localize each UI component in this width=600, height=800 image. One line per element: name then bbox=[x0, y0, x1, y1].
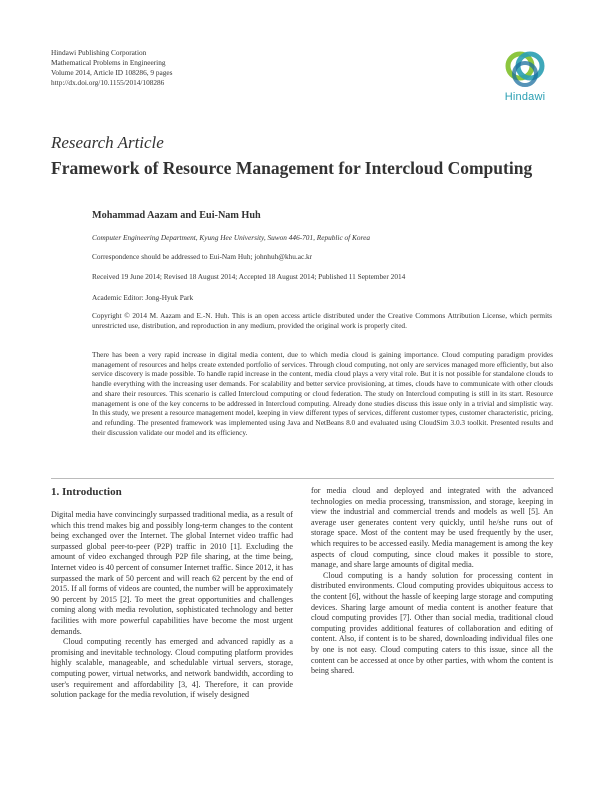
right-column bbox=[311, 486, 553, 677]
section-heading: 1. Introduction bbox=[51, 486, 122, 498]
affiliation: Computer Engineering Department, Kyung Hee University, Suwon 446-701, Republic of Korea bbox=[92, 233, 370, 242]
hindawi-logo bbox=[497, 47, 553, 107]
academic-editor: Academic Editor: Jong-Hyuk Park bbox=[92, 293, 194, 302]
paragraph: Digital media have convincingly surpassed traditional media, as a result of which this trend makes big and possibly long-term changes to the content being exchanged over the Internet. The global Internet video traffic had surpassed global peer-to-peer (P2P) traffic in 2010 [1]. Excluding the amount of video exchanged through P2P file sharing, at the time being, Internet video is 40 percent of consumer Internet traffic. Since 2012, it has surpassed the mark of 50 percent and will reach 62 percent by the end of 2015. If all forms of videos are counted, the number will be approximately 90 percent by 2015 [2]. To meet the great opportunities and challenges coming along with media revolution, sophisticated technology and better facilities with more powerful capabilities have become the most urgent demands. bbox=[51, 510, 293, 636]
paragraph: Cloud computing recently has emerged and advanced rapidly as a promising and inevitable technology. Cloud computing platform provides highly scalable, manageable, and schedulable virtual servers, storage, computing power, virtual networks, and network bandwidth, according to user's requirement and affordability [3, 4]. Therefore, it can provide solution package for the media revolution, if wisely designed bbox=[51, 637, 293, 700]
copyright-notice: Copyright © 2014 M. Aazam and E.-N. Huh. This is an open access article distributed under the Creative Commons Attribution License, which permits unrestricted use, distribution, and reproduction in any medium, provided the original work is properly cited. bbox=[92, 311, 552, 330]
publisher-name: Hindawi Publishing Corporation bbox=[51, 48, 147, 57]
paragraph: Cloud computing is a handy solution for processing content in distributed environments. Cloud computing provides ubiquitous access to the content [6], without the hassle of keeping large storage and computing devices. Sharing large amount of media content is another feature that cloud computing provides [7]. Other than social media, traditional cloud computing provides additional features of collaboration and editing of content. Also, if content is to be shared, downloading individual files one by one is not easy. Cloud computing caters to this issue, since all the content can be accessed at once by other parties, with whom the content is being shared. bbox=[311, 570, 553, 676]
logo-wordmark: Hindawi bbox=[504, 91, 546, 103]
authors: Mohammad Aazam and Eui-Nam Huh bbox=[92, 210, 261, 221]
hindawi-logo-icon bbox=[497, 47, 553, 91]
left-column bbox=[51, 486, 293, 701]
paragraph: for media cloud and deployed and integrated with the advanced technologies on media processing, transmission, and storage, keeping in view the industrial and commercial trends and models as well [5]. An average user generates content very quickly, until he/she runs out of storage space. Most of the content may be used frequently by the user, which requires to be accessed easily. Media management is among the key aspects of cloud computing, since cloud makes it possible to store, manage, and share large amounts of digital media. bbox=[311, 486, 553, 570]
journal-name: Mathematical Problems in Engineering bbox=[51, 58, 166, 67]
article-type: Research Article bbox=[51, 133, 164, 152]
paper-title: Framework of Resource Management for Intercloud Computing bbox=[51, 158, 533, 178]
abstract: There has been a very rapid increase in digital media content, due to which media cloud is gaining importance. Cloud computing paradigm provides management of resources and helps create extended portfolio of services. Through cloud computing, not only are services managed more efficiently, but also service discovery is made possible. To handle rapid increase in the content, media cloud plays a very vital role. But it is not possible for standalone clouds to handle everything with the increasing user demands. For scalability and better service provisioning, at times, clouds have to communicate with other clouds and share their resources. This scenario is called Intercloud computing or cloud federation. The study on Intercloud computing is still in its start. Resource management is one of the key concerns to be addressed in Intercloud computing. Already done studies discuss this issue only in a trivial and simplistic way. In this study, we present a resource management model, keeping in view different types of services, different customer types, customer characteristic, pricing, and refunding. The presented framework was implemented using Java and NetBeans 8.0 and evaluated using CloudSim 3.0.3 toolkit. Presented results and their discussion validate our model and its efficiency. bbox=[92, 350, 553, 437]
section-divider bbox=[51, 478, 554, 479]
publisher-info bbox=[51, 48, 172, 88]
correspondence: Correspondence should be addressed to Eui-Nam Huh; johnhuh@khu.ac.kr bbox=[92, 252, 313, 261]
volume-info: Volume 2014, Article ID 108286, 9 pages bbox=[51, 68, 173, 77]
publication-dates: Received 19 June 2014; Revised 18 August 2014; Accepted 18 August 2014; Published 11 September 2014 bbox=[92, 272, 406, 281]
doi-link[interactable]: http://dx.doi.org/10.1155/2014/108286 bbox=[51, 78, 165, 87]
